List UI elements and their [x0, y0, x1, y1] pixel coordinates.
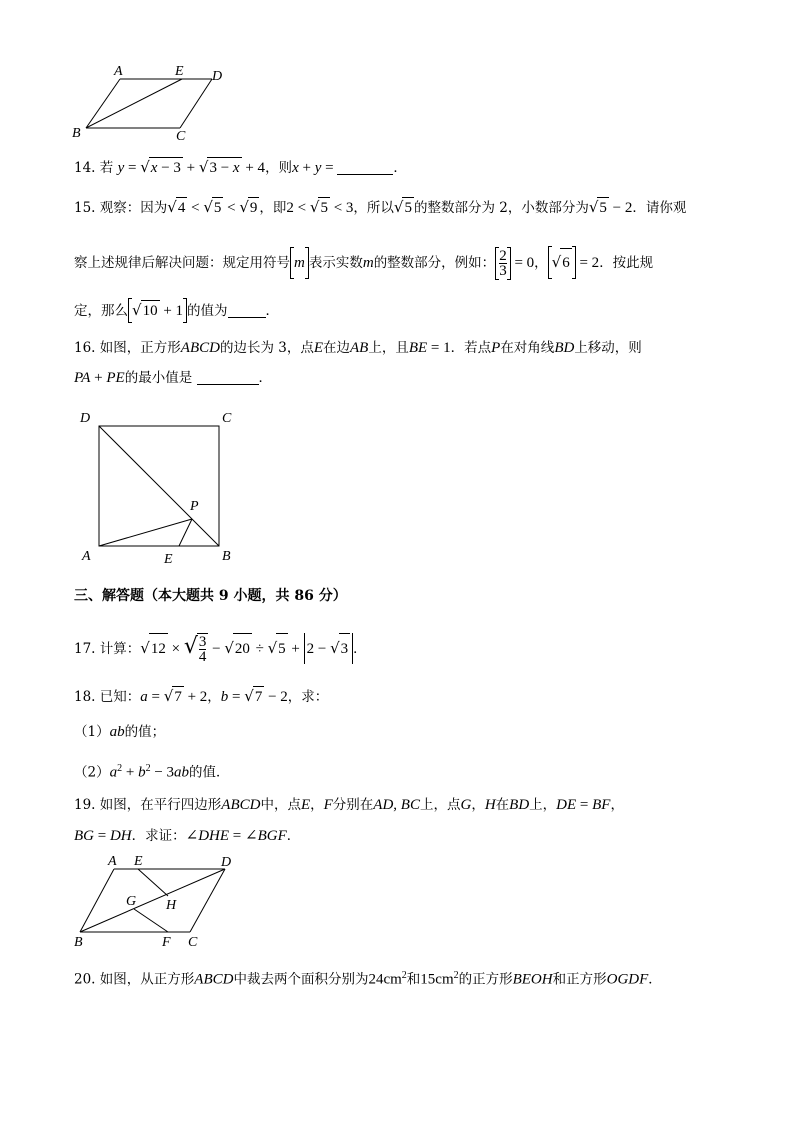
- square-figure: [74, 404, 244, 572]
- question-19-line-2: BG = DH．求证：∠DHE = ∠BGF．: [74, 828, 301, 844]
- label-F: F: [162, 935, 171, 950]
- label-G: G: [126, 894, 137, 909]
- label-P: P: [190, 499, 199, 514]
- question-15-line-3: 定，那么 √10 + 1 的值为 ．: [74, 298, 279, 323]
- question-15-line-2: 察上述规律后解决问题：规定用符号 m 表示实数m的整数部分，例如： $\frac{2}{3}$ = 0， √6 = 2．按此规: [74, 248, 654, 279]
- label-E: E: [164, 552, 173, 567]
- label-C: C: [222, 411, 232, 426]
- question-17: 17. 计算：√12 × √ $\frac{3}{4}$ − √20 ÷ √5 + 2 − √3 ．: [74, 634, 367, 665]
- question-16: 16. 如图，正方形ABCD的边长为 3，点E在边AB上，且BE = 1．若点P在对角线BD上移动，则: [74, 340, 642, 356]
- answer-blank[interactable]: [337, 174, 393, 175]
- label-C: C: [188, 935, 198, 950]
- label-A: A: [108, 854, 117, 869]
- label-A: A: [82, 549, 91, 564]
- question-18-part-2: $(2)a^2 + b^2 - 3ab$的值．: [74, 763, 230, 781]
- label-D: D: [212, 69, 223, 84]
- question-20: 20. 如图，从正方形ABCD中裁去两个面积分别为$24cm^2$和$15cm^2$的正方形BEOH和正方形OGDF．: [74, 970, 662, 988]
- parallelogram-figure: [70, 62, 230, 142]
- question-18-part-1: （1）ab的值；: [74, 724, 166, 740]
- question-16-line-2: PA + PE的最小值是 ．: [74, 370, 272, 386]
- answer-blank[interactable]: [197, 384, 259, 385]
- label-B: B: [72, 126, 81, 141]
- label-E: E: [134, 854, 143, 869]
- label-A: A: [114, 64, 123, 79]
- label-D: D: [80, 411, 91, 426]
- question-19: 19. 如图，在平行四边形ABCD中，点E，F分别在AD, BC上，点G，H在BD上，DE = BF，: [74, 797, 624, 813]
- label-E: E: [175, 64, 184, 79]
- answer-blank[interactable]: [228, 317, 266, 318]
- label-D: D: [221, 855, 232, 870]
- label-H: H: [166, 898, 177, 913]
- question-14: 14. 若 y = √x − 3 + √3 − x + 4，则x + y = ．: [74, 158, 407, 176]
- label-C: C: [176, 129, 186, 142]
- question-15: 15. 观察：因为√4 < √5 < √9 ，即2 < √5 < 3，所以√5 的整数部分为 2，小数部分为√5 − 2．请你观: [74, 198, 687, 216]
- label-B: B: [222, 549, 231, 564]
- section-title: 三、解答题（本大题共 9 小题，共 86 分）: [74, 588, 347, 604]
- parallelogram-figure-2: [70, 852, 250, 952]
- label-B: B: [74, 935, 83, 950]
- question-18: 18. 已知：a = √7 + 2，b = √7 − 2，求：: [74, 687, 329, 705]
